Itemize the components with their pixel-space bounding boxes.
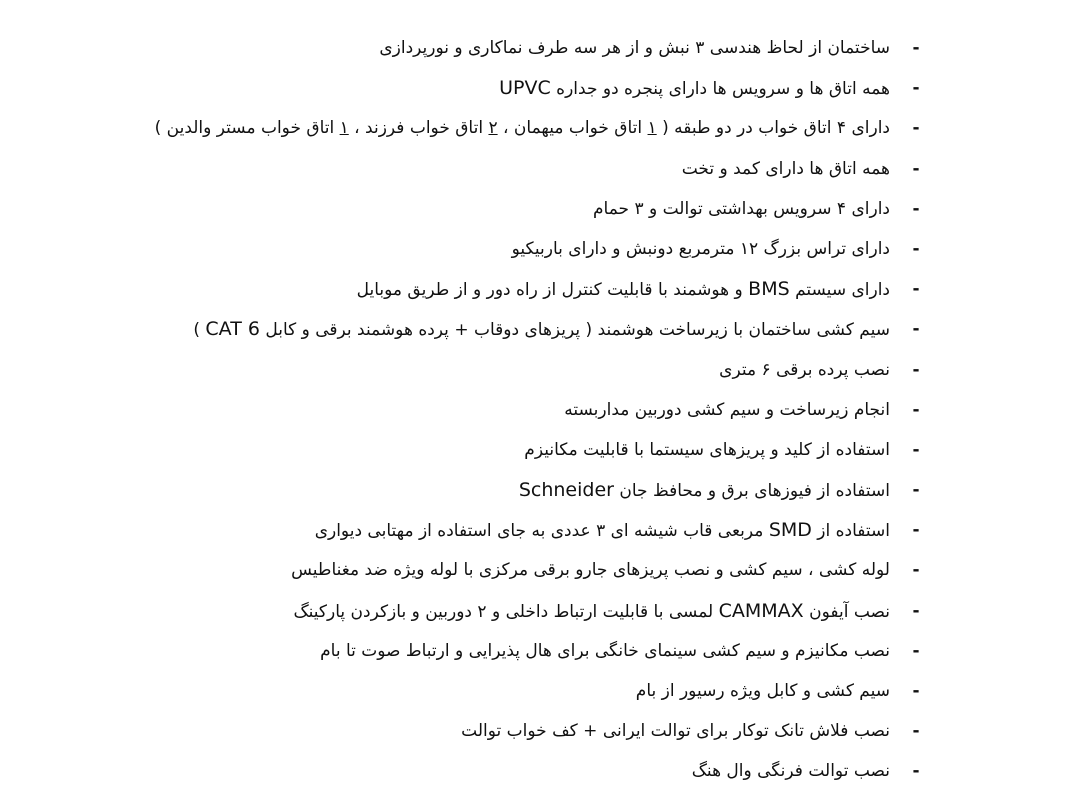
item-text: همه اتاق ها دارای کمد و تخت bbox=[681, 158, 890, 179]
list-item bbox=[0, 591, 1080, 631]
item-text-part: مربعی قاب شیشه ای ۳ عددی به جای استفاده از مهتابی دیواری bbox=[314, 521, 769, 542]
item-text-part: همه اتاق ها و سرویس ها دارای پنجره دو جداره bbox=[550, 79, 890, 100]
item-text: دارای تراس بزرگ ۱۲ مترمربع دونبش و دارای باربیکیو bbox=[511, 238, 890, 259]
item-text-part: نصب آیفون bbox=[803, 601, 890, 622]
list-item bbox=[0, 229, 1080, 269]
list-item bbox=[0, 149, 1080, 189]
item-text bbox=[499, 68, 890, 109]
item-text-part: لمسی با قابلیت ارتباط داخلی و ۲ دوربین و بازکردن پارکینگ bbox=[293, 601, 719, 622]
bullet-dash: - bbox=[912, 520, 920, 541]
bullet-dash: - bbox=[912, 118, 920, 139]
item-text: نصب پرده برقی ۶ متری bbox=[719, 359, 890, 380]
bullet-dash: - bbox=[912, 279, 920, 300]
list-item bbox=[0, 430, 1080, 470]
item-text: سیم کشی و کابل ویژه رسیور از بام bbox=[635, 681, 890, 701]
underlined-number: ۲ bbox=[488, 118, 498, 139]
bullet-dash: - bbox=[912, 319, 920, 340]
item-latin-term: SMD bbox=[768, 519, 812, 542]
item-latin-term: CAMMAX bbox=[718, 599, 804, 622]
list-item bbox=[0, 390, 1080, 430]
item-text: نصب مکانیزم و سیم کشی سینمای خانگی برای هال پذیرایی و ارتباط صوت تا بام bbox=[320, 640, 890, 661]
underlined-number: ۱ bbox=[647, 118, 657, 139]
item-text: لوله کشی ، سیم کشی و نصب پریزهای جارو برقی مرکزی با لوله ویژه ضد مغناطیس bbox=[291, 560, 890, 581]
item-text-part: اتاق خواب میهمان ، bbox=[497, 118, 648, 139]
bullet-dash: - bbox=[912, 78, 920, 99]
bullet-dash: - bbox=[912, 721, 920, 742]
bullet-dash: - bbox=[912, 761, 920, 782]
bullet-dash: - bbox=[912, 158, 920, 179]
list-item bbox=[0, 28, 1080, 68]
list-item bbox=[0, 711, 1080, 751]
item-text: دارای ۴ سرویس بهداشتی توالت و ۳ حمام bbox=[592, 198, 890, 219]
item-text-part: و هوشمند با قابلیت کنترل از راه دور و از طریق موبایل bbox=[356, 280, 749, 301]
bullet-dash: - bbox=[912, 439, 920, 460]
item-text bbox=[357, 269, 890, 310]
bullet-dash: - bbox=[912, 198, 920, 219]
list-item bbox=[0, 751, 1080, 791]
list-item bbox=[0, 470, 1080, 510]
list-item bbox=[0, 269, 1080, 309]
bullet-dash: - bbox=[912, 399, 920, 420]
bullet-dash: - bbox=[912, 560, 920, 581]
item-latin-term: CAT 6 bbox=[205, 318, 260, 341]
item-text: نصب توالت فرنگی وال هنگ bbox=[691, 761, 890, 782]
list-item bbox=[0, 189, 1080, 229]
bullet-dash: - bbox=[912, 359, 920, 380]
item-latin-term: Schneider bbox=[518, 479, 614, 502]
item-latin-term: UPVC bbox=[499, 77, 551, 100]
item-text bbox=[193, 309, 890, 350]
bullet-dash: - bbox=[912, 681, 920, 701]
bullet-dash: - bbox=[912, 480, 920, 501]
list-item bbox=[0, 309, 1080, 349]
item-text-part: اتاق خواب فرزند ، bbox=[348, 118, 489, 139]
item-text bbox=[293, 591, 890, 632]
document-page bbox=[0, 28, 1080, 792]
bullet-dash: - bbox=[912, 600, 920, 621]
item-text-part: دارای سیستم bbox=[789, 280, 890, 301]
list-item bbox=[0, 350, 1080, 390]
underlined-number: ۱ bbox=[339, 118, 349, 139]
item-text: انجام زیرساخت و سیم کشی دوربین مداربسته bbox=[564, 399, 890, 420]
list-item bbox=[0, 550, 1080, 590]
item-text-part: سیم کشی ساختمان با زیرساخت هوشمند ( پریزهای دوقاب + پرده هوشمند برقی و کابل bbox=[259, 320, 890, 341]
item-text: ساختمان از لحاظ هندسی ۳ نبش و از هر سه طرف نماکاری و نورپردازی bbox=[379, 38, 890, 58]
list-item bbox=[0, 631, 1080, 671]
item-text-part: استفاده از bbox=[811, 521, 890, 542]
item-text: نصب فلاش تانک توکار برای توالت ایرانی + کف خواب توالت bbox=[461, 721, 890, 742]
feature-list bbox=[0, 28, 1080, 792]
item-text bbox=[155, 108, 890, 148]
item-text: استفاده از کلید و پریزهای سیستما با قابلیت مکانیزم bbox=[524, 439, 890, 460]
item-text-part: اتاق خواب مستر والدین ) bbox=[154, 118, 340, 139]
item-latin-term: BMS bbox=[748, 278, 790, 301]
item-text-part: استفاده از فیوزهای برق و محافظ جان bbox=[613, 481, 890, 502]
bullet-dash: - bbox=[912, 640, 920, 661]
bullet-dash: - bbox=[912, 38, 920, 58]
item-text bbox=[519, 470, 890, 511]
item-text-part: دارای ۴ اتاق خواب در دو طبقه ( bbox=[656, 118, 890, 139]
list-item bbox=[0, 68, 1080, 108]
list-item bbox=[0, 671, 1080, 711]
list-item bbox=[0, 510, 1080, 550]
bullet-dash: - bbox=[912, 238, 920, 259]
item-text-part: ) bbox=[193, 320, 206, 341]
item-text bbox=[315, 510, 890, 551]
list-item bbox=[0, 108, 1080, 148]
